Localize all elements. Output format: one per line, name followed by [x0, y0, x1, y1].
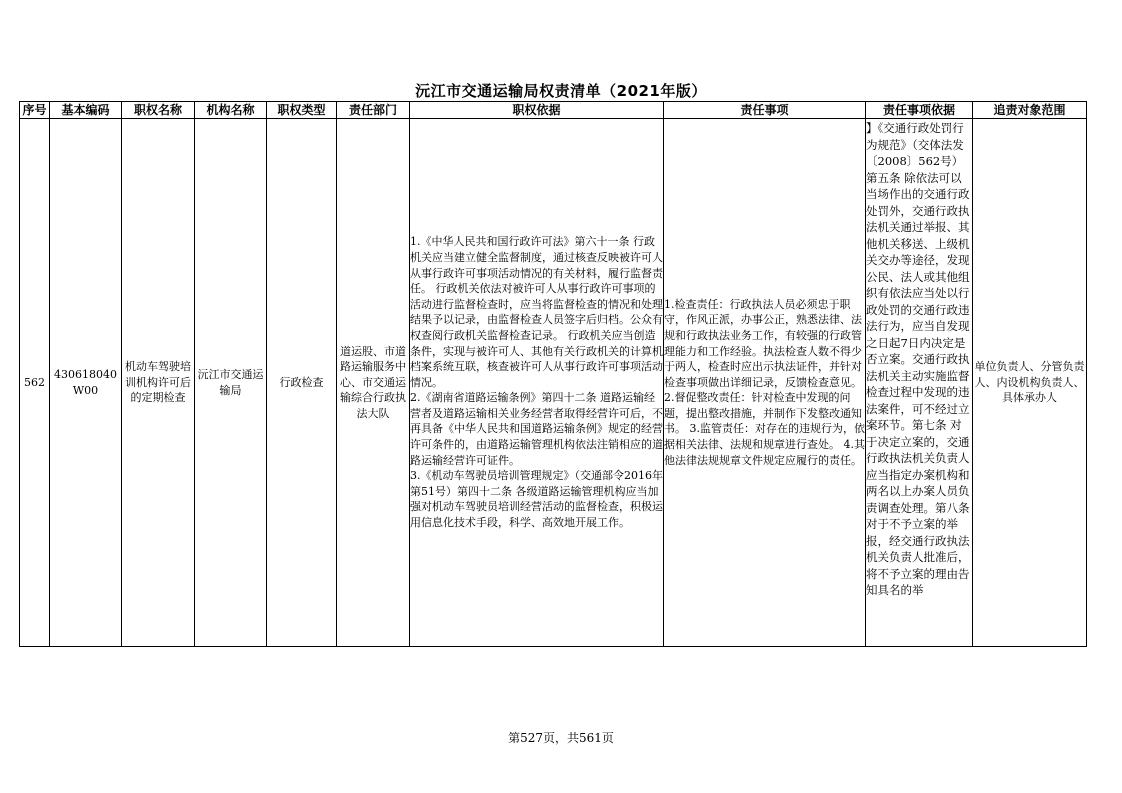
basis-paragraph: 3.《机动车驾驶员培训管理规定》（交通部令2016年第51号）第四十二条 各级道路运输管理机构应当加强对机动车驾驶员培训经营活动的监督检查，积极运用信息化技术手段，科学、高效地开展工作。: [410, 469, 663, 530]
cell-code: 430618040W00: [50, 119, 122, 647]
table-row: [20, 119, 1087, 647]
header-dept: 责任部门: [337, 102, 410, 119]
cell-basis: [410, 119, 664, 647]
header-power-type: 职权类型: [267, 102, 337, 119]
header-basis: 职权依据: [410, 102, 664, 119]
header-row: [20, 102, 1087, 119]
header-matters: 责任事项: [664, 102, 866, 119]
cell-power-type: 行政检查: [267, 119, 337, 647]
basis-paragraph: 2.《湖南省道路运输条例》第四十二条 道路运输经营者及道路运输相关业务经营者取得经营许可后，不再具备《中华人民共和国道路运输条例》规定的经营许可条件的，由道路运输管理机构依法注销相应的道路运输经营许可证件。: [410, 391, 663, 467]
header-seq: 序号: [20, 102, 50, 119]
document-title: 沅江市交通运输局权责清单（2021年版）: [415, 82, 707, 100]
cell-matter-basis: [866, 119, 973, 647]
basis-paragraph: 1.《中华人民共和国行政许可法》第六十一条 行政机关应当建立健全监督制度，通过核查反映被许可人从事行政许可事项活动情况的有关材料，履行监督责任。 行政机关依法对被许可人从事行政许可事项的活动进行监督检查时，应当将监督检查的情况和处理结果予以记录，由监督检查人员签字后归档。公众有权查阅行政机关监督检查记录。 行政机关应当创造条件，实现与被许可人、其他有关行政机关的计算机档案系统互联，核查被许可人从事行政许可事项活动情况。: [410, 235, 663, 389]
cell-matters: 1.检查责任：行政执法人员必须忠于职守，作风正派，办事公正，熟悉法律、法规和行政执法业务工作，有较强的行政管理能力和工作经验。执法检查人数不得少于两人，检查时应出示执法证件，并针对检查事项做出详细记录，反馈检查意见。 2.督促整改责任：针对检查中发现的问题，提出整改措施，并制作下发整改通知书。 3.监管责任：对存在的违规行为，依据相关法律、法规和规章进行查处。 4.其他法律法规规章文件规定应履行的责任。: [664, 119, 866, 647]
header-power-name: 职权名称: [122, 102, 195, 119]
duties-table: [19, 101, 1087, 647]
header-code: 基本编码: [50, 102, 122, 119]
cell-seq: 562: [20, 119, 50, 647]
header-accountability: 追责对象范围: [973, 102, 1087, 119]
cell-org-name: 沅江市交通运输局: [195, 119, 267, 647]
matter-basis-text: 】《交通行政处罚行为规范》（交体法发〔2008〕562号）第五条 除依法可以当场作出的交通行政处罚外，交通行政执法机关通过举报、其他机关移送、上级机关交办等途径，发现公民、法人或其他组织有依法应当处以行政处罚的交通行政违法行为，应当自发现之日起7日内决定是否立案。交通行政执法机关主动实施监督检查过程中发现的违法案件，可不经过立案环节。第七条 对于决定立案的，交通行政执法机关负责人应当指定办案机构和两名以上办案人员负责调查处理。第八条 对于不予立案的举报，经交通行政执法机关负责人批准后，将不予立案的理由告知具名的举: [866, 121, 970, 597]
cell-accountability: 单位负责人、分管负责人、内设机构负责人、具体承办人: [973, 119, 1087, 647]
page-number: 第527页，共561页: [508, 731, 614, 745]
cell-dept: 道运股、市道路运输服务中心、市交通运输综合行政执法大队: [337, 119, 410, 647]
header-matter-basis: 责任事项依据: [866, 102, 973, 119]
cell-power-name: 机动车驾驶培训机构许可后的定期检查: [122, 119, 195, 647]
header-org-name: 机构名称: [195, 102, 267, 119]
